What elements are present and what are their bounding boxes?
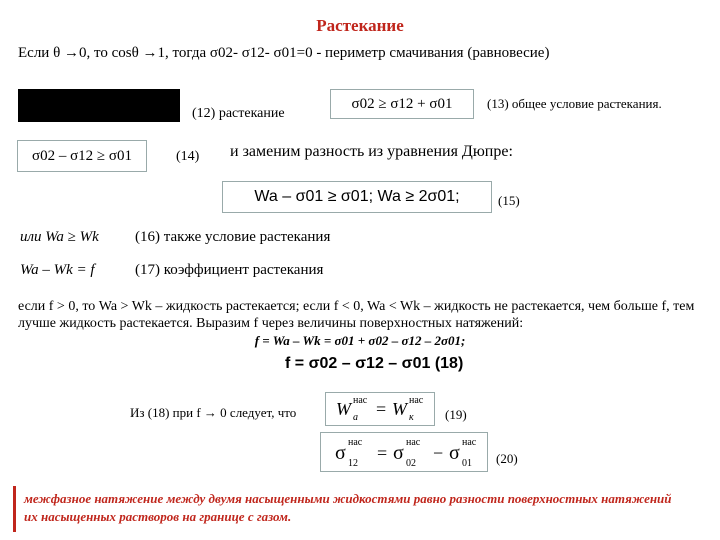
- svg-text:02: 02: [406, 458, 416, 469]
- page-title: Растекание: [316, 16, 404, 35]
- svg-text:12: 12: [348, 458, 358, 469]
- svg-text:нас: нас: [348, 437, 363, 448]
- svg-text:к: к: [409, 412, 414, 423]
- eq15-formula: Wa – σ01 ≥ σ01; Wa ≥ 2σ01;: [254, 188, 460, 205]
- svg-text:W: W: [336, 399, 351, 419]
- svg-text:−: −: [433, 443, 444, 463]
- eq20-label: (20): [496, 451, 518, 466]
- eq13-formula-box: [330, 89, 474, 119]
- eq14-label: (14): [176, 149, 200, 164]
- explanation-paragraph: если f > 0, то Wa > Wk – жидкость растекается; если f < 0, Wa < Wk – жидкость не растекается, чем больше f, тем лучше жидкость растекается. Выразим f через величины поверхностных натяжений:: [18, 299, 695, 331]
- eq15-label: (15): [498, 193, 520, 208]
- eq19-formula: [326, 393, 434, 425]
- svg-text:нас: нас: [462, 437, 477, 448]
- eq18: f = σ02 – σ12 – σ01 (18): [285, 355, 464, 372]
- svg-text:нас: нас: [406, 437, 421, 448]
- eq13-label: (13) общее условие растекания.: [487, 96, 662, 111]
- svg-text:=: =: [376, 399, 387, 419]
- note-accent-bar: [13, 486, 16, 532]
- svg-text:σ: σ: [393, 442, 404, 464]
- svg-text:нас: нас: [353, 395, 368, 406]
- eq19-label: (19): [445, 407, 467, 422]
- eq19-text: Из (18) при f → 0 следует, что: [130, 405, 297, 420]
- eq17-formula: Wa – Wk = f: [20, 262, 95, 278]
- eq20-formula: [321, 433, 487, 471]
- intro-line: Если θ →0, то cosθ →1, тогда σ02- σ12- σ01=0 - периметр смачивания (равновесие): [18, 45, 550, 61]
- eq15-formula-box: [222, 181, 492, 213]
- svg-text:σ: σ: [449, 442, 460, 464]
- svg-text:01: 01: [462, 458, 472, 469]
- svg-text:a: a: [353, 412, 358, 423]
- eq14-formula-box: [17, 140, 147, 172]
- eq19-formula-box: [325, 392, 435, 426]
- redacted-formula-block: [18, 89, 180, 122]
- svg-text:W: W: [392, 399, 407, 419]
- eq20-formula-box: [320, 432, 488, 472]
- eq16-label: (16) также условие растекания: [135, 229, 331, 245]
- eq-f-line: f = Wa – Wk = σ01 + σ02 – σ12 – 2σ01;: [254, 333, 466, 348]
- conclusion-note: межфазное натяжение между двумя насыщенными жидкостями равно разности поверхностных натяжений их насыщенных растворов на границе с газом.: [24, 491, 672, 524]
- eq14-text: и заменим разность из уравнения Дюпре:: [230, 143, 513, 160]
- svg-text:=: =: [377, 443, 388, 463]
- svg-text:нас: нас: [409, 395, 424, 406]
- eq13-formula: σ02 ≥ σ12 + σ01: [351, 96, 453, 112]
- eq17-label: (17) коэффициент растекания: [135, 262, 324, 278]
- eq16-formula: или Wa ≥ Wk: [20, 229, 99, 245]
- eq12-label: (12) растекание: [192, 106, 285, 121]
- eq14-formula: σ02 – σ12 ≥ σ01: [32, 148, 132, 164]
- svg-text:σ: σ: [335, 442, 346, 464]
